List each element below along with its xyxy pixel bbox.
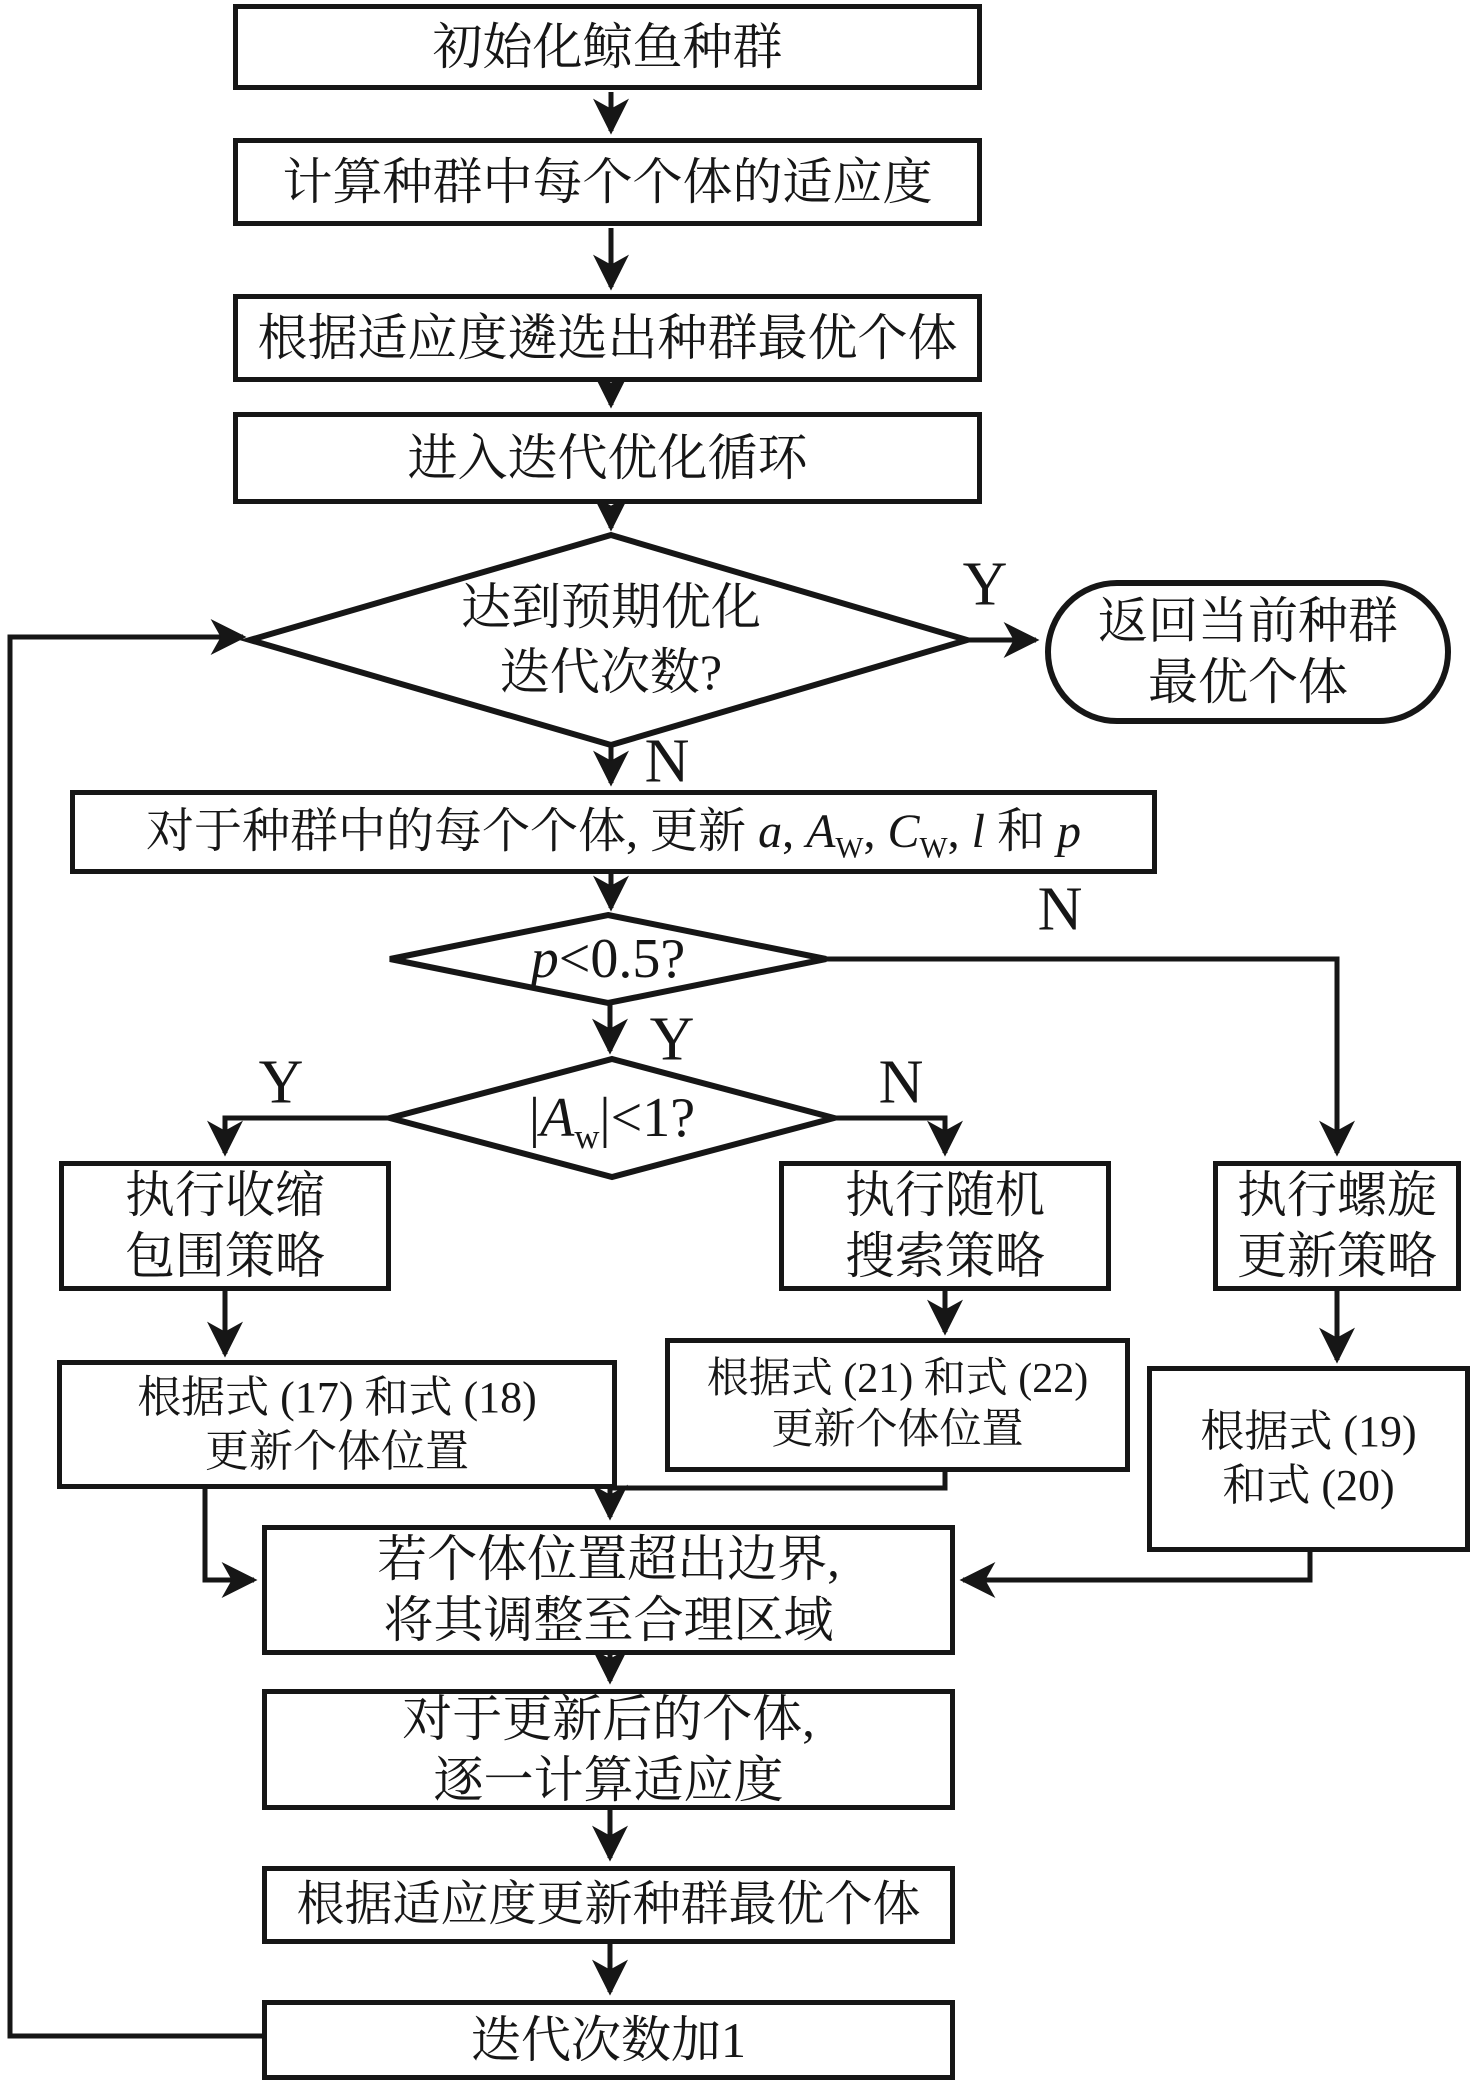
box-calc-fitness [233, 138, 982, 226]
p-check-label: p<0.5? [530, 927, 686, 990]
box-select-best [233, 294, 982, 382]
eq1920-line1: 根据式 (19) [1200, 1407, 1417, 1457]
box-shrink-encircle [59, 1161, 391, 1291]
spiral-line1: 执行螺旋 [1237, 1167, 1437, 1223]
boundary-line2: 将其调整至合理区域 [383, 1592, 834, 1648]
box-increment-iteration [262, 2000, 955, 2080]
label-p-yes: Y [649, 1005, 695, 1074]
eq2122-line2: 更新个体位置 [771, 1407, 1024, 1453]
box-enter-loop [233, 412, 982, 504]
connector-eq2122-to-boundary [610, 1472, 945, 1517]
arrow-aw-no-to-random [834, 1118, 945, 1153]
diamond-aw-check-text [462, 1084, 762, 1156]
label-aw-no: N [878, 1048, 924, 1117]
box-init-label: 初始化鲸鱼种群 [432, 18, 783, 75]
diamond-max-iter-text [411, 565, 811, 715]
return-best-line1: 返回当前种群 [1098, 593, 1398, 649]
box-init-population [233, 4, 982, 90]
random-line2: 搜索策略 [845, 1228, 1045, 1284]
label-max-iter-yes: Y [962, 550, 1008, 619]
box-update-best-label: 根据适应度更新种群最优个体 [296, 1877, 921, 1931]
spiral-line2: 更新策略 [1237, 1228, 1437, 1284]
eq1718-line1: 根据式 (17) 和式 (18) [137, 1372, 537, 1422]
box-recalc-fitness [262, 1689, 955, 1810]
box-update-best [262, 1866, 955, 1944]
arrow-aw-yes-to-shrink [225, 1118, 390, 1153]
stadium-return-best [1045, 580, 1451, 724]
box-eq-19-20 [1147, 1366, 1470, 1552]
shrink-line2: 包围策略 [125, 1228, 325, 1284]
box-calc-fitness-label: 计算种群中每个个体的适应度 [282, 153, 933, 210]
eq1920-line2: 和式 (20) [1222, 1461, 1395, 1510]
box-increment-label: 迭代次数加1 [471, 2011, 746, 2068]
max-iter-line2: 迭代次数? [499, 644, 723, 700]
label-p-no: N [1037, 875, 1083, 944]
recalc-line1: 对于更新后的个体, [402, 1690, 815, 1747]
box-spiral-update [1213, 1161, 1461, 1291]
box-eq-21-22 [665, 1338, 1130, 1472]
connector-eq1920-to-boundary [963, 1552, 1310, 1580]
max-iter-line1: 达到预期优化 [461, 579, 761, 635]
label-max-iter-no: N [644, 727, 690, 796]
box-select-best-label: 根据适应度遴选出种群最优个体 [257, 309, 958, 366]
box-update-params-label: 对于种群中的每个个体, 更新 a, $A_W$, $C_W$, l 和 p [146, 804, 1081, 865]
boundary-line1: 若个体位置超出边界, [377, 1531, 840, 1587]
box-eq-17-18 [57, 1360, 617, 1489]
random-line1: 执行随机 [845, 1167, 1045, 1223]
box-random-search [779, 1161, 1111, 1291]
eq2122-line1: 根据式 (21) 和式 (22) [706, 1355, 1089, 1402]
diamond-p-check-text [458, 925, 758, 993]
return-best-line2: 最优个体 [1148, 654, 1348, 710]
shrink-line1: 执行收缩 [125, 1167, 325, 1223]
box-update-params [70, 790, 1157, 874]
recalc-line2: 逐一计算适应度 [433, 1751, 784, 1808]
connector-eq1718-to-boundary [205, 1489, 254, 1580]
label-aw-yes: Y [258, 1048, 304, 1117]
eq1718-line2: 更新个体位置 [205, 1426, 469, 1476]
box-boundary-adjust [262, 1525, 955, 1655]
box-enter-loop-label: 进入迭代优化循环 [407, 429, 808, 486]
aw-check-label: $|A_w|<1$? [528, 1086, 696, 1156]
